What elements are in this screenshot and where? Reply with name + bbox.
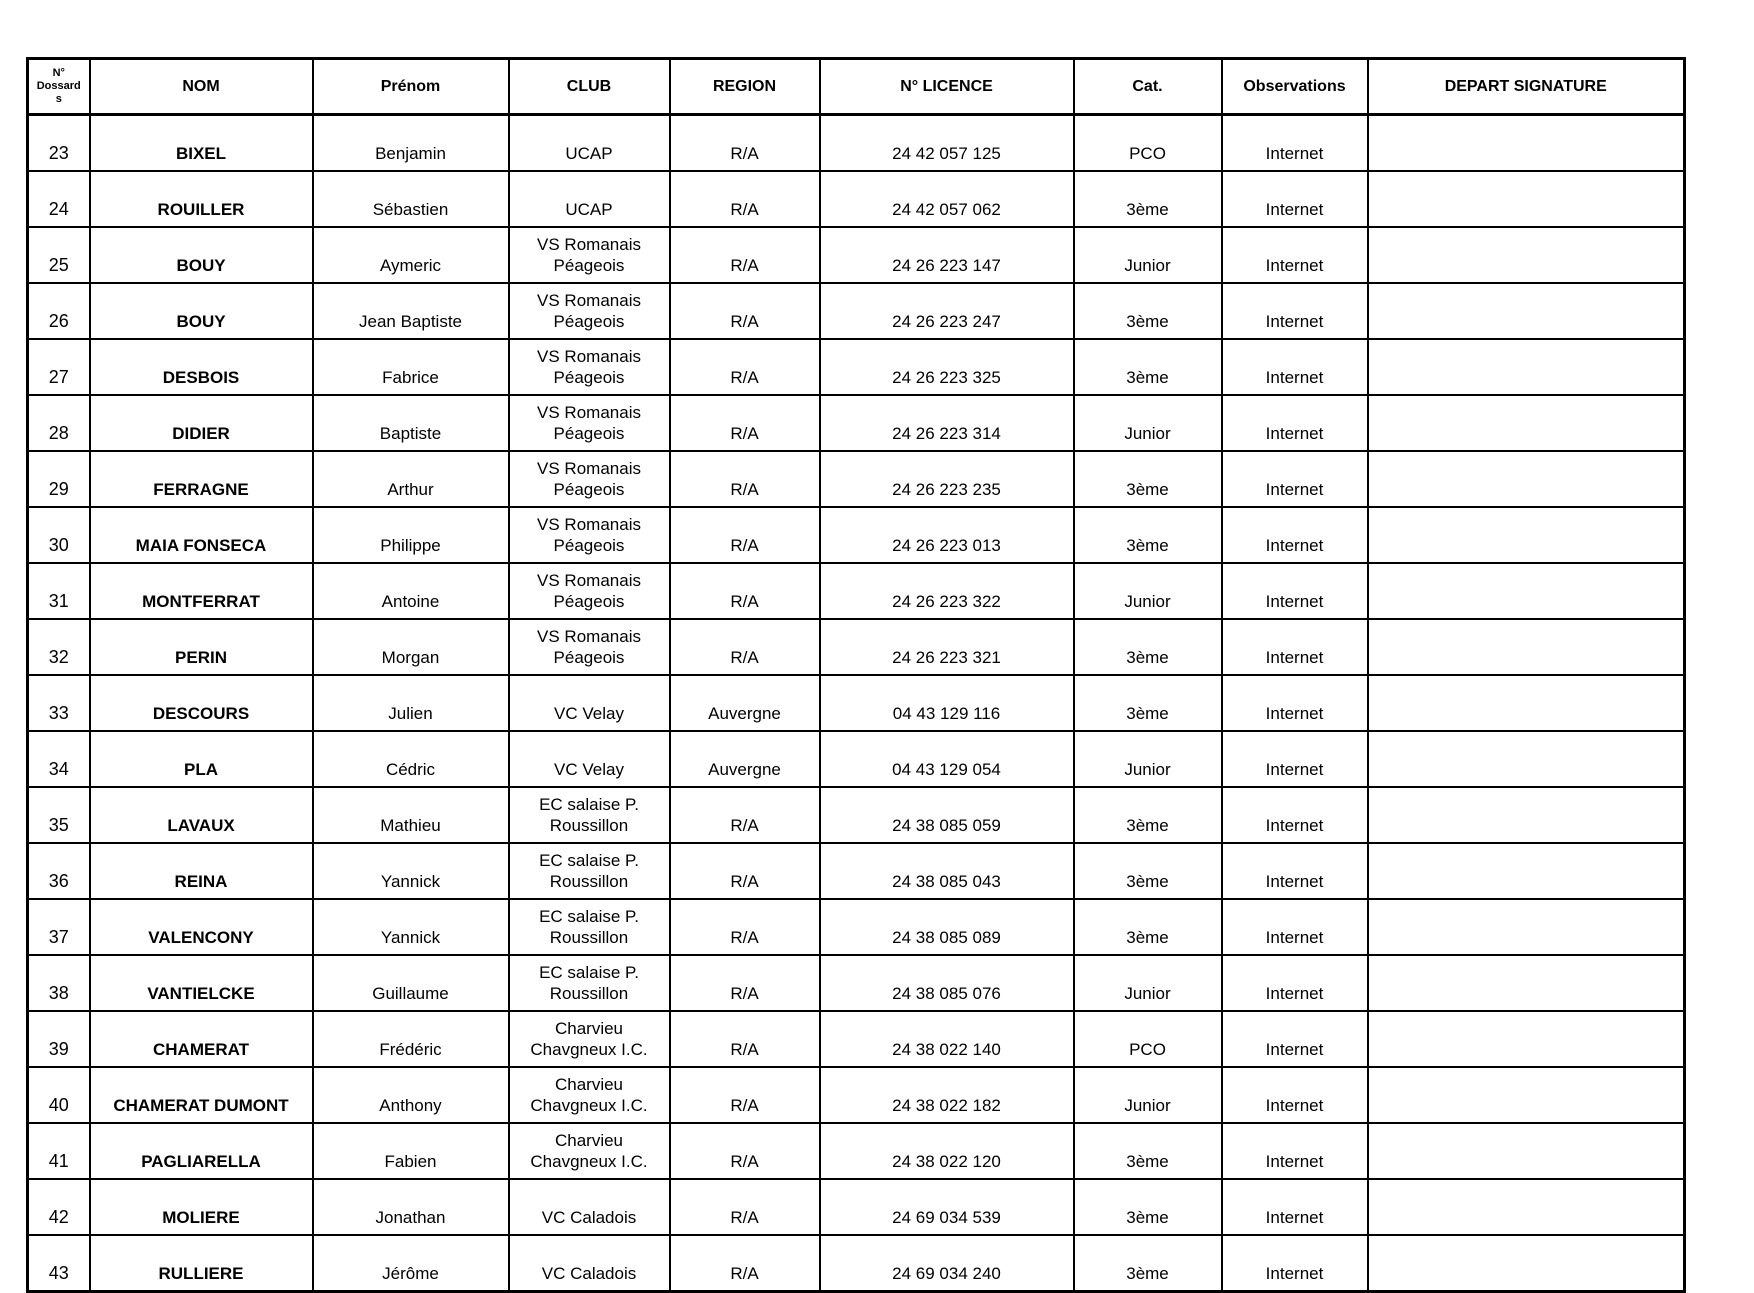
table-row xyxy=(28,787,1685,843)
table-row xyxy=(28,507,1685,563)
dossard-cell: 41 xyxy=(28,1123,90,1179)
observations-cell: Internet xyxy=(1222,227,1368,283)
table-row xyxy=(28,115,1685,172)
category-cell: Junior xyxy=(1074,731,1222,787)
region-cell: R/A xyxy=(670,563,820,619)
licence-cell: 24 26 223 325 xyxy=(820,339,1074,395)
observations-cell: Internet xyxy=(1222,395,1368,451)
club-cell: Charvieu Chavgneux I.C. xyxy=(509,1067,670,1123)
licence-cell: 24 38 022 120 xyxy=(820,1123,1074,1179)
nom-cell: BOUY xyxy=(90,227,313,283)
region-cell: R/A xyxy=(670,339,820,395)
nom-cell: DESBOIS xyxy=(90,339,313,395)
category-cell: 3ème xyxy=(1074,507,1222,563)
table-row xyxy=(28,451,1685,507)
prenom-cell: Mathieu xyxy=(313,787,509,843)
prenom-cell: Arthur xyxy=(313,451,509,507)
licence-cell: 24 38 085 076 xyxy=(820,955,1074,1011)
licence-cell: 04 43 129 116 xyxy=(820,675,1074,731)
club-cell: VS Romanais Péageois xyxy=(509,507,670,563)
dossard-cell: 24 xyxy=(28,171,90,227)
signature-cell xyxy=(1368,619,1685,675)
nom-cell: PLA xyxy=(90,731,313,787)
category-cell: PCO xyxy=(1074,1011,1222,1067)
signature-cell xyxy=(1368,1123,1685,1179)
club-cell: VS Romanais Péageois xyxy=(509,227,670,283)
category-cell: 3ème xyxy=(1074,843,1222,899)
category-cell: Junior xyxy=(1074,955,1222,1011)
nom-cell: CHAMERAT xyxy=(90,1011,313,1067)
signature-cell xyxy=(1368,1011,1685,1067)
prenom-cell: Anthony xyxy=(313,1067,509,1123)
prenom-cell: Guillaume xyxy=(313,955,509,1011)
signature-cell xyxy=(1368,1235,1685,1292)
prenom-cell: Aymeric xyxy=(313,227,509,283)
observations-cell: Internet xyxy=(1222,1067,1368,1123)
licence-cell: 24 69 034 539 xyxy=(820,1179,1074,1235)
observations-cell: Internet xyxy=(1222,339,1368,395)
table-row xyxy=(28,227,1685,283)
prenom-cell: Jérôme xyxy=(313,1235,509,1292)
licence-cell: 24 38 085 059 xyxy=(820,787,1074,843)
signature-cell xyxy=(1368,395,1685,451)
club-cell: VS Romanais Péageois xyxy=(509,619,670,675)
signature-cell xyxy=(1368,339,1685,395)
observations-cell: Internet xyxy=(1222,451,1368,507)
region-cell: R/A xyxy=(670,451,820,507)
prenom-cell: Yannick xyxy=(313,843,509,899)
dossard-cell: 42 xyxy=(28,1179,90,1235)
table-row xyxy=(28,955,1685,1011)
licence-cell: 24 38 022 182 xyxy=(820,1067,1074,1123)
signature-cell xyxy=(1368,563,1685,619)
dossard-cell: 35 xyxy=(28,787,90,843)
licence-cell: 24 26 223 013 xyxy=(820,507,1074,563)
dossard-cell: 27 xyxy=(28,339,90,395)
start-list-table xyxy=(26,57,1686,1293)
region-cell: R/A xyxy=(670,115,820,172)
prenom-cell: Cédric xyxy=(313,731,509,787)
nom-cell: PAGLIARELLA xyxy=(90,1123,313,1179)
observations-cell: Internet xyxy=(1222,1235,1368,1292)
licence-cell: 24 42 057 062 xyxy=(820,171,1074,227)
category-cell: 3ème xyxy=(1074,899,1222,955)
prenom-cell: Fabrice xyxy=(313,339,509,395)
licence-cell: 24 26 223 314 xyxy=(820,395,1074,451)
observations-cell: Internet xyxy=(1222,563,1368,619)
table-row xyxy=(28,395,1685,451)
category-cell: Junior xyxy=(1074,1067,1222,1123)
dossard-cell: 43 xyxy=(28,1235,90,1292)
table-row xyxy=(28,1235,1685,1292)
nom-cell: MAIA FONSECA xyxy=(90,507,313,563)
dossard-cell: 31 xyxy=(28,563,90,619)
prenom-cell: Baptiste xyxy=(313,395,509,451)
table-row xyxy=(28,843,1685,899)
region-cell: R/A xyxy=(670,1067,820,1123)
signature-cell xyxy=(1368,675,1685,731)
region-cell: R/A xyxy=(670,283,820,339)
category-cell: Junior xyxy=(1074,227,1222,283)
nom-cell: VANTIELCKE xyxy=(90,955,313,1011)
region-cell: R/A xyxy=(670,227,820,283)
header-cell-nom: NOM xyxy=(90,59,313,115)
signature-cell xyxy=(1368,1179,1685,1235)
nom-cell: MOLIERE xyxy=(90,1179,313,1235)
observations-cell: Internet xyxy=(1222,283,1368,339)
region-cell: R/A xyxy=(670,1179,820,1235)
region-cell: R/A xyxy=(670,1123,820,1179)
observations-cell: Internet xyxy=(1222,731,1368,787)
observations-cell: Internet xyxy=(1222,507,1368,563)
nom-cell: LAVAUX xyxy=(90,787,313,843)
signature-cell xyxy=(1368,955,1685,1011)
nom-cell: DESCOURS xyxy=(90,675,313,731)
region-cell: R/A xyxy=(670,1011,820,1067)
category-cell: Junior xyxy=(1074,563,1222,619)
nom-cell: ROUILLER xyxy=(90,171,313,227)
dossard-cell: 38 xyxy=(28,955,90,1011)
signature-cell xyxy=(1368,731,1685,787)
region-cell: R/A xyxy=(670,171,820,227)
prenom-cell: Philippe xyxy=(313,507,509,563)
region-cell: R/A xyxy=(670,843,820,899)
region-cell: R/A xyxy=(670,1235,820,1292)
category-cell: 3ème xyxy=(1074,451,1222,507)
dossard-cell: 37 xyxy=(28,899,90,955)
header-cell-observations: Observations xyxy=(1222,59,1368,115)
prenom-cell: Julien xyxy=(313,675,509,731)
table-row xyxy=(28,1067,1685,1123)
region-cell: R/A xyxy=(670,619,820,675)
licence-cell: 04 43 129 054 xyxy=(820,731,1074,787)
table-row xyxy=(28,1011,1685,1067)
dossard-cell: 25 xyxy=(28,227,90,283)
club-cell: VC Caladois xyxy=(509,1179,670,1235)
prenom-cell: Antoine xyxy=(313,563,509,619)
table-row xyxy=(28,675,1685,731)
observations-cell: Internet xyxy=(1222,675,1368,731)
nom-cell: RULLIERE xyxy=(90,1235,313,1292)
signature-cell xyxy=(1368,787,1685,843)
club-cell: VS Romanais Péageois xyxy=(509,451,670,507)
nom-cell: REINA xyxy=(90,843,313,899)
observations-cell: Internet xyxy=(1222,619,1368,675)
header-cell-region: REGION xyxy=(670,59,820,115)
header-cell-dossard: N° Dossards xyxy=(28,59,90,115)
category-cell: 3ème xyxy=(1074,675,1222,731)
observations-cell: Internet xyxy=(1222,1123,1368,1179)
nom-cell: PERIN xyxy=(90,619,313,675)
club-cell: EC salaise P. Roussillon xyxy=(509,955,670,1011)
licence-cell: 24 42 057 125 xyxy=(820,115,1074,172)
licence-cell: 24 26 223 235 xyxy=(820,451,1074,507)
category-cell: 3ème xyxy=(1074,1123,1222,1179)
licence-cell: 24 38 085 043 xyxy=(820,843,1074,899)
observations-cell: Internet xyxy=(1222,955,1368,1011)
club-cell: EC salaise P. Roussillon xyxy=(509,787,670,843)
category-cell: 3ème xyxy=(1074,283,1222,339)
prenom-cell: Benjamin xyxy=(313,115,509,172)
dossard-cell: 36 xyxy=(28,843,90,899)
licence-cell: 24 26 223 147 xyxy=(820,227,1074,283)
dossard-cell: 33 xyxy=(28,675,90,731)
observations-cell: Internet xyxy=(1222,171,1368,227)
licence-cell: 24 38 022 140 xyxy=(820,1011,1074,1067)
nom-cell: BOUY xyxy=(90,283,313,339)
observations-cell: Internet xyxy=(1222,115,1368,172)
category-cell: PCO xyxy=(1074,115,1222,172)
table-row xyxy=(28,171,1685,227)
club-cell: VC Caladois xyxy=(509,1235,670,1292)
prenom-cell: Yannick xyxy=(313,899,509,955)
observations-cell: Internet xyxy=(1222,1011,1368,1067)
club-cell: UCAP xyxy=(509,171,670,227)
region-cell: R/A xyxy=(670,787,820,843)
club-cell: VS Romanais Péageois xyxy=(509,339,670,395)
header-cell-licence: N° LICENCE xyxy=(820,59,1074,115)
nom-cell: BIXEL xyxy=(90,115,313,172)
club-cell: Charvieu Chavgneux I.C. xyxy=(509,1011,670,1067)
header-cell-club: CLUB xyxy=(509,59,670,115)
table-row xyxy=(28,283,1685,339)
category-cell: 3ème xyxy=(1074,339,1222,395)
licence-cell: 24 26 223 321 xyxy=(820,619,1074,675)
club-cell: VC Velay xyxy=(509,675,670,731)
club-cell: VS Romanais Péageois xyxy=(509,395,670,451)
prenom-cell: Fabien xyxy=(313,1123,509,1179)
category-cell: 3ème xyxy=(1074,171,1222,227)
table-row xyxy=(28,731,1685,787)
category-cell: 3ème xyxy=(1074,1235,1222,1292)
signature-cell xyxy=(1368,899,1685,955)
signature-cell xyxy=(1368,1067,1685,1123)
category-cell: 3ème xyxy=(1074,1179,1222,1235)
club-cell: EC salaise P. Roussillon xyxy=(509,899,670,955)
region-cell: R/A xyxy=(670,899,820,955)
header-cell-prenom: Prénom xyxy=(313,59,509,115)
dossard-cell: 23 xyxy=(28,115,90,172)
prenom-cell: Jean Baptiste xyxy=(313,283,509,339)
region-cell: R/A xyxy=(670,395,820,451)
licence-cell: 24 26 223 247 xyxy=(820,283,1074,339)
category-cell: 3ème xyxy=(1074,787,1222,843)
region-cell: Auvergne xyxy=(670,675,820,731)
header-row xyxy=(28,59,1685,115)
table-body xyxy=(28,115,1685,1292)
club-cell: VC Velay xyxy=(509,731,670,787)
category-cell: Junior xyxy=(1074,395,1222,451)
prenom-cell: Sébastien xyxy=(313,171,509,227)
signature-cell xyxy=(1368,507,1685,563)
observations-cell: Internet xyxy=(1222,1179,1368,1235)
table-row xyxy=(28,619,1685,675)
prenom-cell: Frédéric xyxy=(313,1011,509,1067)
nom-cell: MONTFERRAT xyxy=(90,563,313,619)
dossard-cell: 40 xyxy=(28,1067,90,1123)
signature-cell xyxy=(1368,115,1685,172)
prenom-cell: Jonathan xyxy=(313,1179,509,1235)
club-cell: VS Romanais Péageois xyxy=(509,563,670,619)
table-row xyxy=(28,1123,1685,1179)
club-cell: EC salaise P. Roussillon xyxy=(509,843,670,899)
region-cell: R/A xyxy=(670,955,820,1011)
signature-cell xyxy=(1368,171,1685,227)
signature-cell xyxy=(1368,283,1685,339)
table-row xyxy=(28,1179,1685,1235)
region-cell: R/A xyxy=(670,507,820,563)
prenom-cell: Morgan xyxy=(313,619,509,675)
licence-cell: 24 69 034 240 xyxy=(820,1235,1074,1292)
signature-cell xyxy=(1368,227,1685,283)
licence-cell: 24 26 223 322 xyxy=(820,563,1074,619)
signature-cell xyxy=(1368,451,1685,507)
dossard-cell: 34 xyxy=(28,731,90,787)
dossard-cell: 39 xyxy=(28,1011,90,1067)
club-cell: Charvieu Chavgneux I.C. xyxy=(509,1123,670,1179)
licence-cell: 24 38 085 089 xyxy=(820,899,1074,955)
observations-cell: Internet xyxy=(1222,843,1368,899)
signature-cell xyxy=(1368,843,1685,899)
club-cell: VS Romanais Péageois xyxy=(509,283,670,339)
region-cell: Auvergne xyxy=(670,731,820,787)
dossard-cell: 30 xyxy=(28,507,90,563)
header-cell-depart-signature: DEPART SIGNATURE xyxy=(1368,59,1685,115)
nom-cell: FERRAGNE xyxy=(90,451,313,507)
dossard-cell: 32 xyxy=(28,619,90,675)
nom-cell: VALENCONY xyxy=(90,899,313,955)
nom-cell: CHAMERAT DUMONT xyxy=(90,1067,313,1123)
observations-cell: Internet xyxy=(1222,899,1368,955)
club-cell: UCAP xyxy=(509,115,670,172)
header-cell-cat: Cat. xyxy=(1074,59,1222,115)
nom-cell: DIDIER xyxy=(90,395,313,451)
dossard-cell: 28 xyxy=(28,395,90,451)
table-row xyxy=(28,563,1685,619)
observations-cell: Internet xyxy=(1222,787,1368,843)
category-cell: 3ème xyxy=(1074,619,1222,675)
table-row xyxy=(28,339,1685,395)
table-row xyxy=(28,899,1685,955)
dossard-cell: 26 xyxy=(28,283,90,339)
dossard-cell: 29 xyxy=(28,451,90,507)
